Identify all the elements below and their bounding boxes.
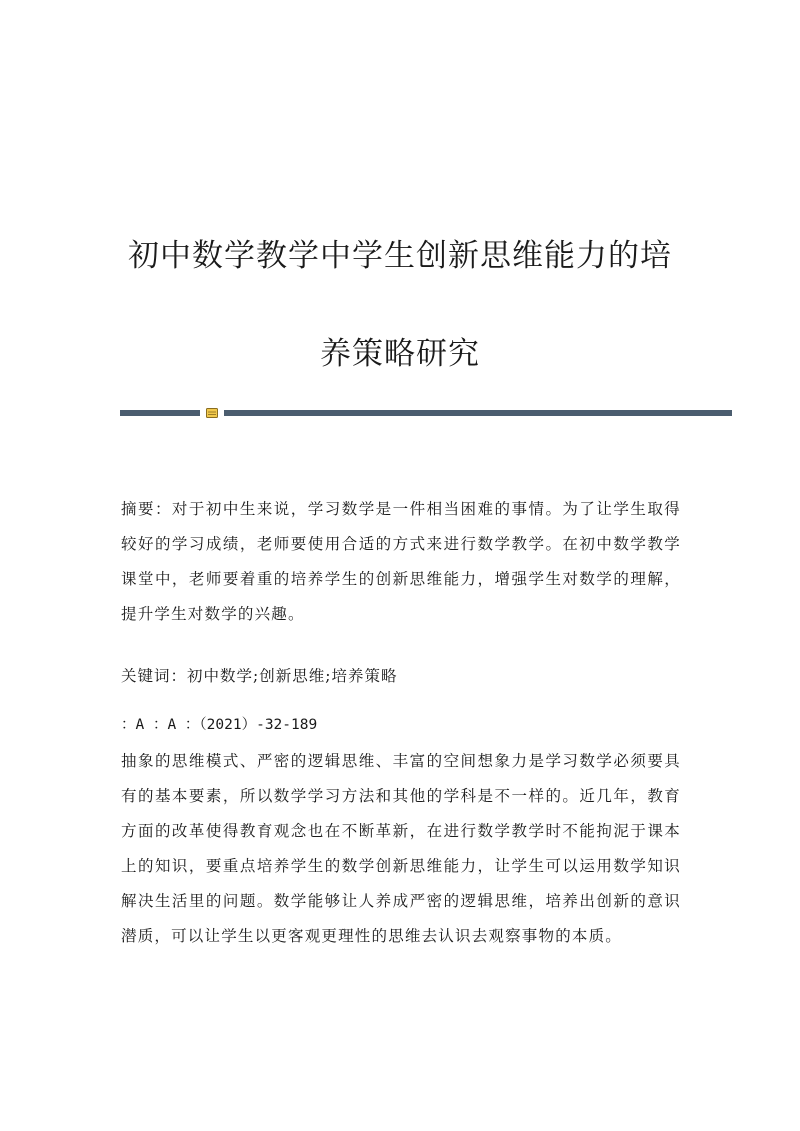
title-line-2: 养策略研究 (320, 335, 480, 372)
divider-bar-left (120, 410, 200, 416)
envelope-icon (206, 408, 218, 418)
keywords-line: 关键词：初中数学;创新思维;培养策略 (121, 667, 398, 685)
abstract-paragraph: 摘要：对于初中生来说，学习数学是一件相当困难的事情。为了让学生取得较好的学习成绩，老师要使用合适的方式来进行数学教学。在初中数学教学课堂中，老师要着重的培养学生的创新思维能力，增强学生对数学的理解，提升学生对数学的兴趣。 (121, 500, 681, 623)
title-divider (120, 408, 732, 416)
page-title (60, 207, 740, 403)
divider-bar-right (224, 410, 732, 416)
title-line-1: 初中数学教学中学生创新思维能力的培 (128, 237, 672, 274)
classification-line: ：A ：A ：（2021）-32-189 (121, 717, 318, 733)
body-paragraph: 抽象的思维模式、严密的逻辑思维、丰富的空间想象力是学习数学必须要具有的基本要素，所以数学学习方法和其他的学科是不一样的。近几年，教育方面的改革使得教育观念也在不断革新，在进行数学教学时不能拘泥于课本上的知识，要重点培养学生的数学创新思维能力，让学生可以运用数学知识解决生活里的问题。数学能够让人养成严密的逻辑思维，培养出创新的意识潜质，可以让学生以更客观更理性的思维去认识去观察事物的本质。 (121, 752, 681, 945)
